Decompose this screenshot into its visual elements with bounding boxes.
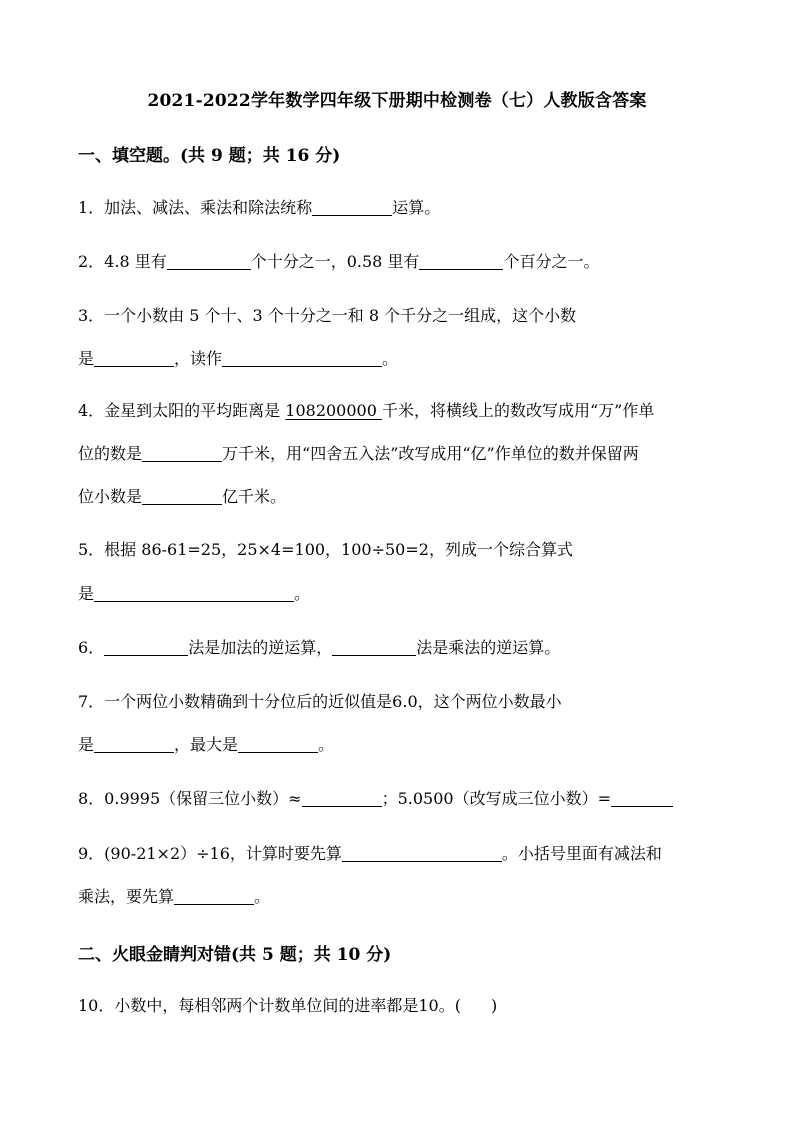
q6-blank-1 — [104, 637, 188, 656]
q9-text-a: 9．(90-21×2）÷16，计算时要先算 — [78, 844, 342, 863]
q3-text-c: 。 — [382, 349, 399, 368]
q8-blank-2 — [611, 788, 673, 807]
question-3-line-2 — [78, 348, 398, 370]
question-8 — [78, 788, 673, 810]
q4-text-d: 万千米，用“四舍五入法”改写成用“亿”作单位的数并保留两 — [222, 444, 639, 463]
q9-blank-1 — [342, 843, 502, 862]
q4-text-e: 位小数是 — [78, 487, 143, 506]
question-7-line-2 — [78, 734, 334, 756]
q5-text-a: 是 — [78, 584, 95, 603]
q3-blank-2 — [222, 348, 382, 367]
q10-text-b: ) — [490, 996, 498, 1015]
q1-text-a: 1．加法、减法、乘法和除法统称 — [78, 198, 313, 217]
q4-text-c: 位的数是 — [78, 444, 143, 463]
q5-text-b: 。 — [294, 584, 311, 603]
q8-text-b: ；5.0500（改写成三位小数）= — [381, 789, 611, 808]
q7-blank-1 — [94, 734, 174, 753]
question-9-line-2 — [78, 886, 270, 908]
section-fill-blanks-heading: 一、填空题。(共 9 题；共 16 分) — [78, 146, 341, 166]
q2-text-b: 个十分之一，0.58 里有 — [250, 252, 420, 271]
q8-blank-1 — [302, 788, 382, 807]
q6-text-a: 6． — [78, 638, 105, 657]
q4-blank-2 — [142, 486, 222, 505]
question-7-line-1: 7．一个两位小数精确到十分位后的近似值是6.0，这个两位小数最小 — [78, 692, 562, 711]
q7-text-b: ，最大是 — [174, 735, 239, 754]
q1-text-b: 运算。 — [392, 198, 441, 217]
q2-text-a: 2．4.8 里有 — [78, 252, 167, 271]
q9-text-d: 。 — [254, 887, 271, 906]
q4-blank-1 — [142, 443, 222, 462]
page-title: 2021-2022学年数学四年级下册期中检测卷（七）人教版含答案 — [147, 91, 647, 111]
question-4-line-1 — [78, 400, 654, 422]
q2-blank-2 — [419, 251, 503, 270]
q6-text-b: 法是加法的逆运算， — [188, 638, 333, 657]
q3-blank-1 — [94, 348, 174, 367]
q7-text-c: 。 — [318, 735, 335, 754]
section-true-false-heading: 二、火眼金睛判对错(共 5 题；共 10 分) — [78, 945, 392, 965]
question-5-line-1: 5．根据 86-61=25，25×4=100，100÷50=2，列成一个综合算式 — [78, 540, 573, 559]
q9-text-b: 。小括号里面有减法和 — [501, 844, 662, 863]
question-5-line-2 — [78, 583, 310, 605]
q9-text-c: 乘法，要先算 — [78, 887, 175, 906]
q7-text-a: 是 — [78, 735, 95, 754]
q6-blank-2 — [332, 637, 416, 656]
q4-text-f: 亿千米。 — [222, 487, 287, 506]
q3-text-a: 是 — [78, 349, 95, 368]
q3-text-b: ，读作 — [174, 349, 223, 368]
question-10 — [78, 995, 497, 1017]
question-1 — [78, 197, 440, 219]
question-3-line-1: 3．一个小数由 5 个十、3 个十分之一和 8 个千分之一组成，这个小数 — [78, 306, 577, 325]
q6-text-c: 法是乘法的逆运算。 — [416, 638, 561, 657]
q2-text-c: 个百分之一。 — [503, 252, 600, 271]
question-4-line-2 — [78, 443, 639, 465]
question-4-line-3 — [78, 486, 286, 508]
q10-text-a: 10．小数中，每相邻两个计数单位间的进率都是10。( — [78, 996, 461, 1015]
question-9-line-1 — [78, 843, 662, 865]
q2-blank-1 — [167, 251, 251, 270]
q9-blank-2 — [174, 886, 254, 905]
question-6 — [78, 637, 560, 659]
q5-blank — [94, 583, 294, 602]
q4-text-b: 千米，将横线上的数改写成用“万”作单 — [381, 401, 655, 420]
question-2 — [78, 251, 599, 273]
q1-blank — [312, 197, 392, 216]
q4-text-a: 4．金星到太阳的平均距离是 — [78, 401, 286, 420]
q4-underlined-number: 108200000 — [285, 401, 382, 420]
q8-text-a: 8．0.9995（保留三位小数）≈ — [78, 789, 302, 808]
q7-blank-2 — [238, 734, 318, 753]
